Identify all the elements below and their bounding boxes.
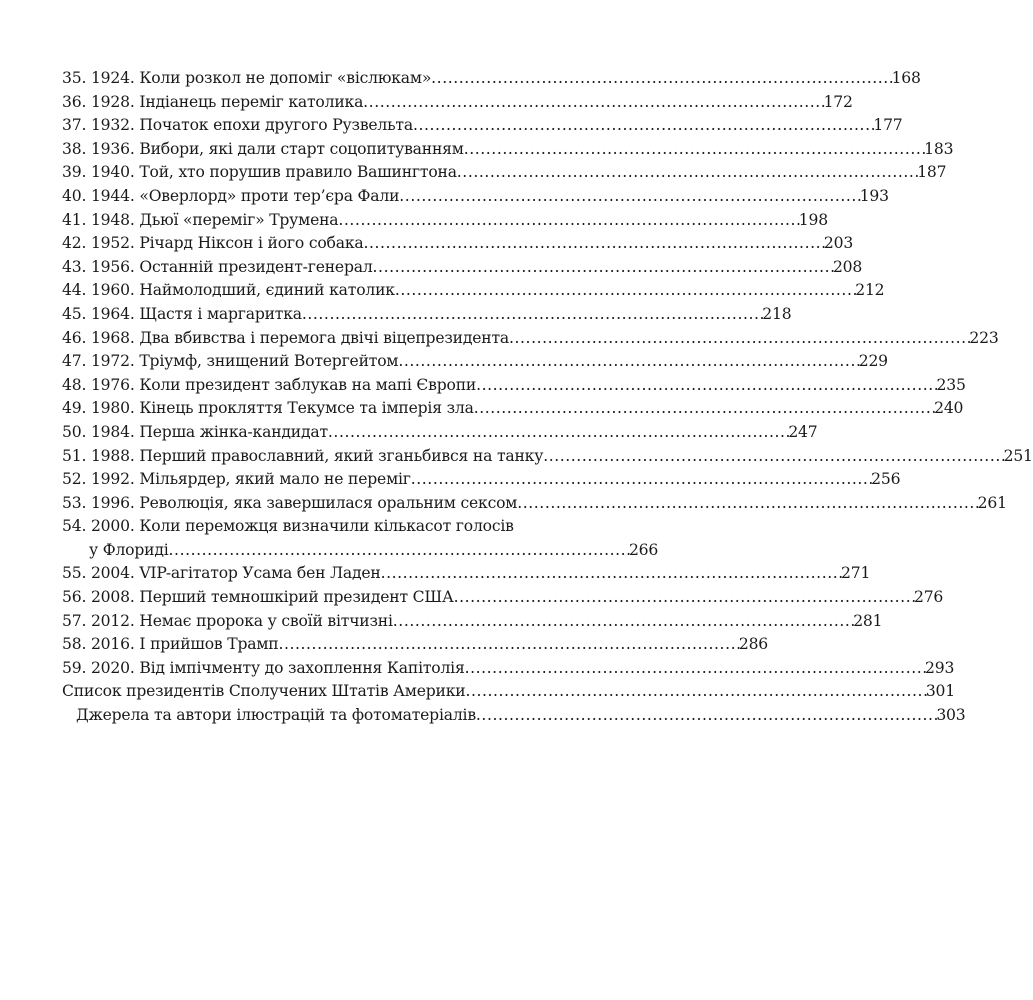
toc-entry-president-list: Список президентів Сполучених Штатів Америки . . . 301: [62, 680, 608, 704]
toc-entry: 38. 1936. Вибори, які дали старт соцопитуванням . . . 183: [62, 138, 608, 162]
toc-entry: 41. 1948. Дьюї «переміг» Трумена . . . 198: [62, 209, 608, 233]
toc-entry: 37. 1932. Початок епохи другого Рузвельта . . . 177: [62, 114, 608, 138]
toc-entry: 42. 1952. Річард Ніксон і його собака . . . 203: [62, 232, 608, 256]
toc-entry-2000-line2: у Флориді . . . 266: [62, 539, 608, 563]
toc-entry: 43. 1956. Останній президент-генерал . . . 208: [62, 256, 608, 280]
toc-entry-sources: Джерела та автори ілюстрацій та фотоматеріалів . . . 303: [62, 704, 608, 728]
table-of-contents: [62, 67, 1033, 728]
toc-entry: 35. 1924. Коли розкол не допоміг «віслюкам» . . . 168: [62, 67, 608, 91]
toc-entry: 44. 1960. Наймолодший, єдиний католик . . . 212: [62, 279, 608, 303]
toc-entry: 51. 1988. Перший православний, який зганьбився на танку . . . 251: [62, 445, 608, 469]
toc-entry: 47. 1972. Тріумф, знищений Вотергейтом . . . 229: [62, 350, 608, 374]
toc-entry: 55. 2004. VIP-агітатор Усама бен Ладен . . . 271: [62, 562, 608, 586]
toc-entry: 53. 1996. Революція, яка завершилася оральним сексом . . . 261: [62, 492, 608, 516]
toc-entry: 46. 1968. Два вбивства і перемога двічі віцепрезидента . . . 223: [62, 327, 608, 351]
toc-entry: 48. 1976. Коли президент заблукав на мапі Європи . . . 235: [62, 374, 608, 398]
toc-entry: 58. 2016. І прийшов Трамп . . . 286: [62, 633, 608, 657]
toc-entry: 56. 2008. Перший темношкірий президент США . . . 276: [62, 586, 608, 610]
toc-entry: 50. 1984. Перша жінка-кандидат . . . 247: [62, 421, 608, 445]
toc-entry: 59. 2020. Від імпічменту до захоплення Капітолія . . . 293: [62, 657, 608, 681]
toc-entry: 57. 2012. Немає пророка у своїй вітчизні . . . 281: [62, 610, 608, 634]
toc-entry: 40. 1944. «Оверлорд» проти тер’єра Фали . . . 193: [62, 185, 608, 209]
toc-entry-2000-line1: 54. 2000. Коли переможця визначили кількасот голосів: [62, 517, 514, 536]
toc-entry: 49. 1980. Кінець прокляття Текумсе та імперія зла . . . 240: [62, 397, 608, 421]
toc-entry: 39. 1940. Той, хто порушив правило Вашингтона . . . 187: [62, 161, 608, 185]
toc-entry: 45. 1964. Щастя і маргаритка . . . 218: [62, 303, 608, 327]
toc-entry: 36. 1928. Індіанець переміг католика . . . 172: [62, 91, 608, 115]
toc-entry: 52. 1992. Мільярдер, який мало не переміг . . . 256: [62, 468, 608, 492]
